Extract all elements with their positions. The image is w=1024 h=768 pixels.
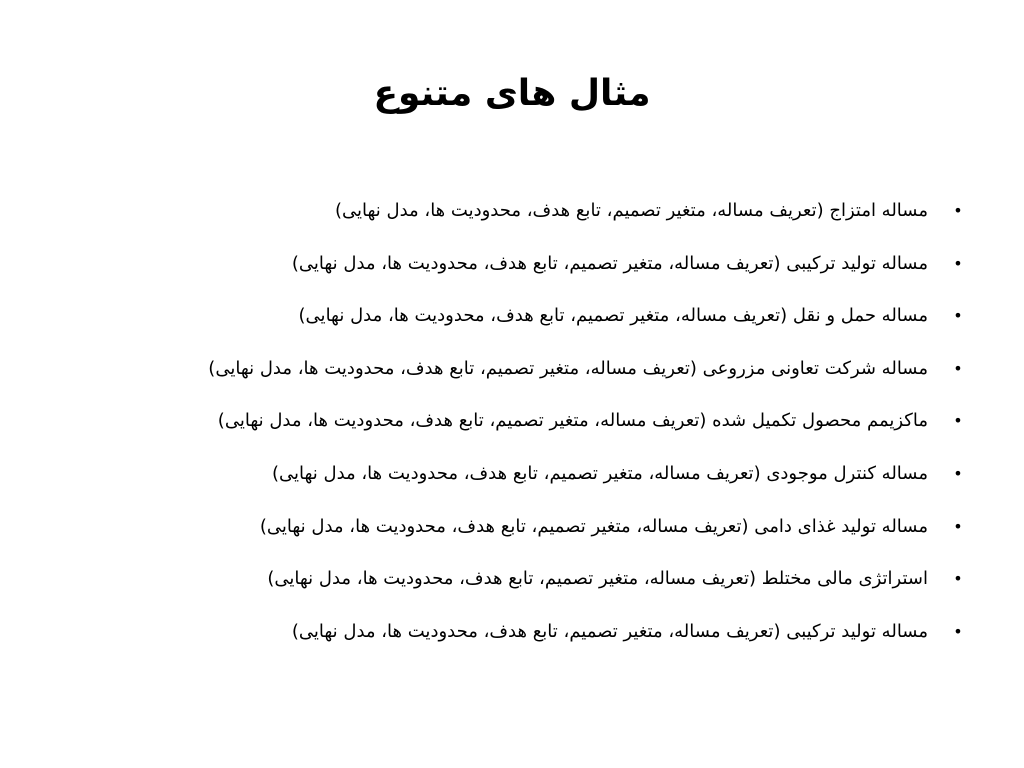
- list-item-text: مساله حمل و نقل (تعریف مساله، متغیر تصمیم، تابع هدف، محدودیت ها، مدل نهایی): [298, 305, 928, 327]
- bullet-icon: •: [953, 621, 963, 641]
- bullet-icon: •: [953, 569, 963, 589]
- list-item: [38, 501, 968, 554]
- list-item: [38, 290, 968, 343]
- list-item: [38, 343, 968, 396]
- bullet-icon: •: [953, 201, 963, 220]
- list-item: [38, 606, 968, 659]
- list-item: [38, 553, 968, 606]
- list-item-text: مساله تولید غذای دامی (تعریف مساله، متغیر تصمیم، تابع هدف، محدودیت ها، مدل نهایی): [259, 515, 928, 537]
- list-item-text: مساله امتزاج (تعریف مساله، متغیر تصمیم، تابع هدف، محدودیت ها، مدل نهایی): [334, 200, 928, 221]
- list-item: [38, 395, 968, 448]
- bullet-icon: •: [953, 516, 963, 536]
- bullet-icon: •: [953, 358, 963, 378]
- list-item-text: ماکزیمم محصول تکمیل شده (تعریف مساله، متغیر تصمیم، تابع هدف، محدودیت ها، مدل نهایی): [217, 410, 928, 432]
- bullet-icon: •: [953, 306, 963, 326]
- bullet-icon: •: [953, 463, 963, 483]
- bullet-icon: •: [953, 253, 963, 273]
- bullet-icon: •: [953, 411, 963, 431]
- list-item: [38, 448, 968, 501]
- bullet-list: [38, 185, 968, 658]
- slide-title: مثال های متنوع: [373, 73, 651, 114]
- list-item: [38, 238, 968, 291]
- list-item-text: مساله شرکت تعاونی مزروعی (تعریف مساله، متغیر تصمیم، تابع هدف، محدودیت ها، مدل نهایی): [208, 357, 928, 379]
- list-item-text: مساله تولید ترکیبی (تعریف مساله، متغیر تصمیم، تابع هدف، محدودیت ها، مدل نهایی): [291, 252, 928, 274]
- list-item-text: استراتژی مالی مختلط (تعریف مساله، متغیر تصمیم، تابع هدف، محدودیت ها، مدل نهایی): [267, 568, 928, 590]
- list-item-text: مساله تولید ترکیبی (تعریف مساله، متغیر تصمیم، تابع هدف، محدودیت ها، مدل نهایی): [291, 620, 928, 642]
- list-item: [38, 185, 968, 238]
- list-item-text: مساله کنترل موجودی (تعریف مساله، متغیر تصمیم، تابع هدف، محدودیت ها، مدل نهایی): [271, 462, 928, 484]
